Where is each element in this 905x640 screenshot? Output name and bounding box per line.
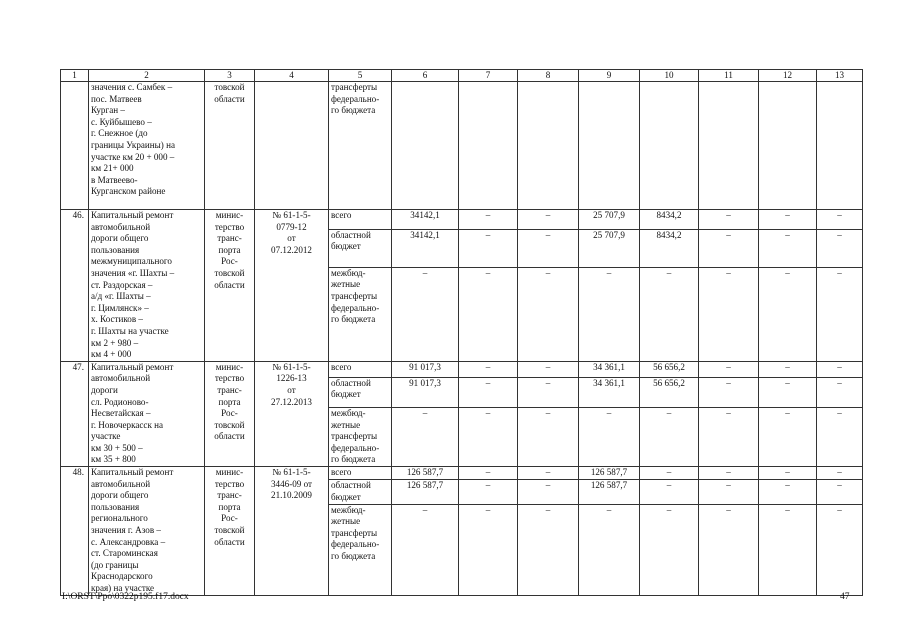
value-cell: –: [459, 361, 518, 377]
contract-cell: [255, 82, 329, 210]
source-cell: всего: [329, 467, 392, 480]
value-cell: 126 587,7: [579, 467, 640, 480]
value-cell: –: [392, 408, 459, 467]
footer-file-path: I:\ORST\Ppo\0322p195.f17.docx: [62, 592, 189, 602]
value-cell: –: [759, 210, 817, 230]
table-row: [61, 467, 863, 480]
value-cell: –: [640, 504, 699, 595]
budget-table: [60, 69, 863, 596]
value-cell: 34142,1: [392, 210, 459, 230]
value-cell: –: [759, 504, 817, 595]
value-cell: –: [459, 408, 518, 467]
value-cell: –: [518, 267, 579, 361]
value-cell: –: [518, 408, 579, 467]
contract-cell: № 61-1-5- 3446-09 от 21.10.2009: [255, 467, 329, 596]
value-cell: –: [518, 377, 579, 408]
value-cell: –: [817, 479, 863, 504]
header-cell: 3: [205, 70, 255, 82]
value-cell: –: [817, 267, 863, 361]
value-cell: 25 707,9: [579, 229, 640, 267]
value-cell: 56 656,2: [640, 361, 699, 377]
continuation-row: [61, 82, 863, 210]
header-cell: 1: [61, 70, 89, 82]
value-cell: –: [817, 408, 863, 467]
value-cell: –: [759, 377, 817, 408]
value-cell: –: [640, 408, 699, 467]
source-cell: межбюд- жетные трансферты федерально- го бюджета: [329, 408, 392, 467]
value-cell: –: [518, 504, 579, 595]
contract-cell: № 61-1-5- 0779-12 от 07.12.2012: [255, 210, 329, 362]
value-cell: –: [640, 467, 699, 480]
header-cell: 10: [640, 70, 699, 82]
item-number: 47.: [61, 361, 89, 466]
page-number: 47: [840, 592, 850, 602]
value-cell: 8434,2: [640, 210, 699, 230]
value-cell: –: [817, 361, 863, 377]
object-name-cell: Капитальный ремонт автомобильной дороги общего пользования регионального значения г. Азов – с. Александровка – ст. Староминская (до границы Краснодарского края) на участке: [89, 467, 205, 596]
object-name-cell: Капитальный ремонт автомобильной дороги общего пользования межмуниципального значения «г. Шахты – ст. Раздорская – а/д «г. Шахты – г. Цимлянск» – х. Костиков – г. Шахты на участке км 2 + 980 – км 4 + 000: [89, 210, 205, 362]
value-cell: –: [459, 504, 518, 595]
value-cell: –: [817, 377, 863, 408]
value-cell: –: [817, 229, 863, 267]
value-cell: –: [759, 229, 817, 267]
value-cell: –: [640, 267, 699, 361]
value-cell: –: [640, 479, 699, 504]
value-cell: –: [759, 361, 817, 377]
value-cell: –: [699, 210, 759, 230]
customer-cell: минис- терство транс- порта Рос- товской области: [205, 210, 255, 362]
value-cell: 8434,2: [640, 229, 699, 267]
value-cell: 34142,1: [392, 229, 459, 267]
value-cell: –: [518, 479, 579, 504]
value-cell: –: [459, 267, 518, 361]
value-cell: –: [459, 479, 518, 504]
value-cell: –: [579, 504, 640, 595]
value-cell: –: [699, 361, 759, 377]
header-cell: 5: [329, 70, 392, 82]
value-cell: –: [392, 267, 459, 361]
customer-cell: минис- терство транс- порта Рос- товской области: [205, 467, 255, 596]
value-cell: 34 361,1: [579, 361, 640, 377]
value-cell: –: [518, 229, 579, 267]
value-cell: –: [392, 504, 459, 595]
source-cell: межбюд- жетные трансферты федерально- го бюджета: [329, 504, 392, 595]
source-cell: всего: [329, 210, 392, 230]
value-cell: 91 017,3: [392, 377, 459, 408]
value-cell: –: [459, 229, 518, 267]
value-cell: –: [459, 467, 518, 480]
value-cell: 91 017,3: [392, 361, 459, 377]
value-cell: 126 587,7: [579, 479, 640, 504]
value-cell: –: [759, 408, 817, 467]
value-cell: –: [699, 229, 759, 267]
customer-cell: товской области: [205, 82, 255, 210]
value-cell: 126 587,7: [392, 479, 459, 504]
value-cell: 25 707,9: [579, 210, 640, 230]
value-cell: –: [459, 210, 518, 230]
value-cell: –: [699, 408, 759, 467]
header-cell: 9: [579, 70, 640, 82]
table-row: [61, 210, 863, 230]
value-cell: –: [817, 504, 863, 595]
value-cell: –: [699, 377, 759, 408]
value-cell: –: [817, 467, 863, 480]
value-cell: –: [518, 467, 579, 480]
value-cell: –: [759, 267, 817, 361]
header-cell: 6: [392, 70, 459, 82]
value-cell: –: [759, 479, 817, 504]
source-cell: областной бюджет: [329, 377, 392, 408]
value-cell: 126 587,7: [392, 467, 459, 480]
value-cell: –: [518, 210, 579, 230]
object-name-cell: Капитальный ремонт автомобильной дороги сл. Родионово- Несветайская – г. Новочеркасск на участке км 30 + 500 – км 35 + 800: [89, 361, 205, 466]
value-cell: –: [579, 408, 640, 467]
header-cell: 8: [518, 70, 579, 82]
source-cell: межбюд- жетные трансферты федерально- го бюджета: [329, 267, 392, 361]
header-cell: 7: [459, 70, 518, 82]
value-cell: –: [759, 467, 817, 480]
item-number: 48.: [61, 467, 89, 596]
header-cell: 4: [255, 70, 329, 82]
contract-cell: № 61-1-5- 1226-13 от 27.12.2013: [255, 361, 329, 466]
value-cell: –: [459, 377, 518, 408]
table-row: [61, 361, 863, 377]
item-number: 46.: [61, 210, 89, 362]
header-row: [61, 70, 863, 82]
source-cell: областной бюджет: [329, 479, 392, 504]
header-cell: 13: [817, 70, 863, 82]
customer-cell: минис- терство транс- порта Рос- товской области: [205, 361, 255, 466]
source-cell: всего: [329, 361, 392, 377]
value-cell: –: [699, 479, 759, 504]
value-cell: 56 656,2: [640, 377, 699, 408]
value-cell: –: [518, 361, 579, 377]
value-cell: –: [699, 467, 759, 480]
header-cell: 11: [699, 70, 759, 82]
value-cell: –: [699, 267, 759, 361]
num-cell: [61, 82, 89, 210]
value-cell: 34 361,1: [579, 377, 640, 408]
value-cell: –: [579, 267, 640, 361]
source-cell: трансферты федерально- го бюджета: [329, 82, 392, 210]
value-cell: –: [699, 504, 759, 595]
value-cell: –: [817, 210, 863, 230]
header-cell: 2: [89, 70, 205, 82]
source-cell: областной бюджет: [329, 229, 392, 267]
object-name-cell: значения с. Самбек – пос. Матвеев Курган – с. Куйбышево – г. Снежное (до границы Украины) на участке км 20 + 000 – км 21+ 000 в Матвеево- Курганском районе: [89, 82, 205, 210]
header-cell: 12: [759, 70, 817, 82]
